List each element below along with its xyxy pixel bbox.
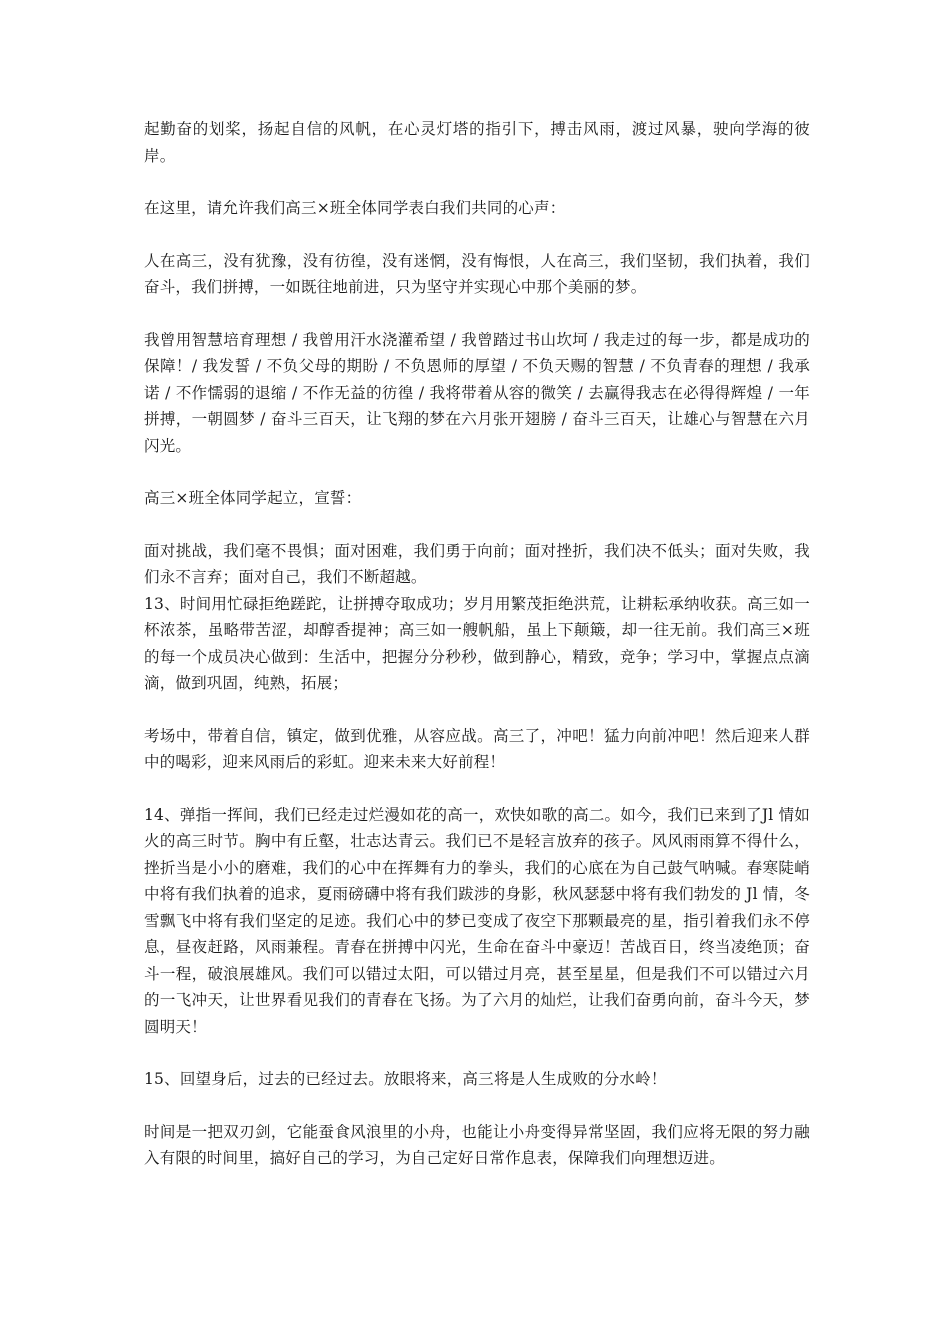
paragraph-2: 在这里，请允许我们高三×班全体同学表白我们共同的心声：	[144, 199, 566, 217]
paragraph-6: 面对挑战，我们毫不畏惧；面对困难，我们勇于向前；面对挫折，我们决不低头；面对失败，我们永不言弃；面对自己，我们不断超越。	[144, 541, 810, 586]
paragraph-8: 考场中，带着自信，镇定，做到优雅，从容应战。高三了，冲吧！猛力向前冲吧！然后迎来人群中的喝彩，迎来风雨后的彩虹。迎来未来大好前程！	[144, 726, 810, 771]
paragraph-11: 时间是一把双刃剑，它能蚕食风浪里的小舟，也能让小舟变得异常坚固，我们应将无限的努力融入有限的时间里，搞好自己的学习，为自己定好日常作息表，保障我们向理想迈进。	[144, 1122, 810, 1167]
paragraph-7: 13、时间用忙碌拒绝蹉跎，让拼搏夺取成功；岁月用繁茂拒绝洪荒，让耕耘承纳收获。高三如一杯浓茶，虽略带苦涩，却醇香提神；高三如一艘帆船，虽上下颠簸，却一往无前。我们高三×班的每一个成员决心做到：生活中，把握分分秒秒，做到静心，精致，竞争；学习中，掌握点点滴滴，做到巩固，纯熟，拓展；	[144, 594, 810, 692]
paragraph-5: 高三×班全体同学起立，宣誓：	[144, 489, 362, 507]
paragraph-1: 起勤奋的划桨，扬起自信的风帆，在心灵灯塔的指引下，搏击风雨，渡过风暴，驶向学海的彼岸。	[144, 120, 810, 165]
paragraph-4: 我曾用智慧培育理想 / 我曾用汗水浇灌希望 / 我曾踏过书山坎坷 / 我走过的每一步，都是成功的保障！/ 我发誓 / 不负父母的期盼 / 不负恩师的厚望 / 不负天赐的智慧 / 不负青春的理想 / 我承诺 / 不作懦弱的退缩 / 不作无益的彷徨 / 我将带着从容的微笑 / 去赢得我志在必得得辉煌 / 一年拼搏，一朝圆梦 / 奋斗三百天，让飞翔的梦在六月张开翅膀 / 奋斗三百天，让雄心与智慧在六月闪光。	[144, 330, 810, 455]
document-page	[144, 116, 810, 1198]
paragraph-9: 14、弹指一挥间，我们已经走过烂漫如花的高一，欢快如歌的高二。如今，我们已来到了Jl 情如火的高三时节。胸中有丘壑，壮志达青云。我们已不是轻言放弃的孩子。风风雨雨算不得什么，挫折当是小小的磨难，我们的心中在挥舞有力的拳头，我们的心底在为自己鼓气呐喊。春寒陡峭中将有我们执着的追求，夏雨磅礴中将有我们跋涉的身影，秋风瑟瑟中将有我们勃发的 Jl 情，冬雪飘飞中将有我们坚定的足迹。我们心中的梦已变成了夜空下那颗最亮的星，指引着我们永不停息，昼夜赶路，风雨兼程。青春在拼搏中闪光，生命在奋斗中豪迈！苦战百日，终当凌绝顶；奋斗一程，破浪展雄风。我们可以错过太阳，可以错过月亮，甚至星星，但是我们不可以错过六月的一飞冲天，让世界看见我们的青春在飞扬。为了六月的灿烂，让我们奋勇向前，奋斗今天，梦圆明天！	[144, 805, 810, 1036]
paragraph-10: 15、回望身后，过去的已经过去。放眼将来，高三将是人生成败的分水岭！	[144, 1070, 667, 1088]
paragraph-3: 人在高三，没有犹豫，没有彷徨，没有迷惘，没有悔恨，人在高三，我们坚韧，我们执着，我们奋斗，我们拼搏，一如既往地前进，只为坚守并实现心中那个美丽的梦。	[144, 251, 810, 296]
